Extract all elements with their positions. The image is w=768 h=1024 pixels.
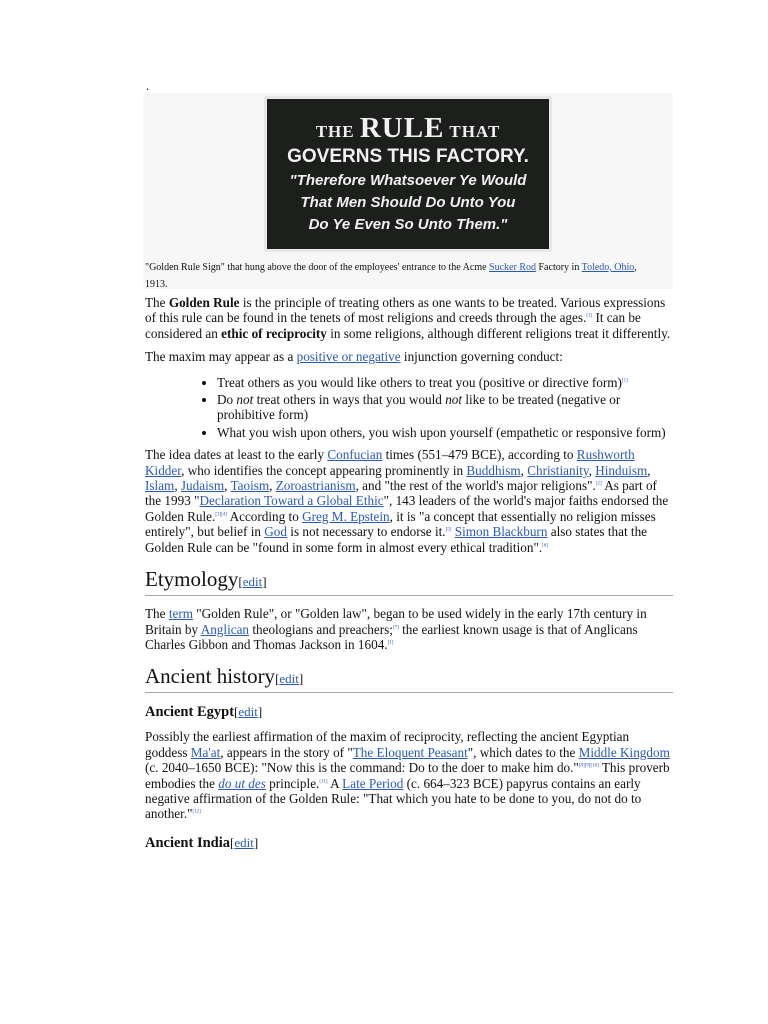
link-late-period[interactable]: Late Period xyxy=(342,775,404,791)
link-confucian[interactable]: Confucian xyxy=(327,447,383,463)
reference-link[interactable]: [1] xyxy=(387,640,394,646)
edit-link-ancient-india[interactable]: edit xyxy=(234,834,254,850)
heading-etymology: Etymology[edit] xyxy=(145,567,673,596)
sign-text-line3: "Therefore Whatsoever Ye Would xyxy=(289,172,527,189)
heading-ancient-history: Ancient history[edit] xyxy=(145,664,673,693)
link-term[interactable]: term xyxy=(168,606,193,622)
edit-link-etymology[interactable]: edit xyxy=(242,574,263,590)
article-body xyxy=(145,295,673,860)
reference-link[interactable]: [7] xyxy=(392,625,399,631)
link-declaration-global-ethic[interactable]: Declaration Toward a Global Ethic xyxy=(199,493,384,509)
reference-link[interactable]: [5] xyxy=(445,527,452,533)
sign-text-rule: RULE xyxy=(359,112,445,144)
link-toledo-ohio[interactable]: Toledo, Ohio xyxy=(581,262,635,273)
intro-paragraph-1: The Golden Rule is the principle of treating others as one wants to be treated. Various expressions of this rule can be found in the tenets of most religions and creeds through the ages.[1] It can be considered an ethic of reciprocity in some religions, although different religions treat it differently. xyxy=(145,295,671,341)
reference-link[interactable]: [2] xyxy=(595,481,602,487)
link-rushworth-kidder[interactable]: Rushworth Kidder xyxy=(145,447,635,478)
reference-link[interactable]: [1] xyxy=(586,314,593,320)
link-taoism[interactable]: Taoism xyxy=(230,478,270,494)
link-maat[interactable]: Ma'at xyxy=(190,744,221,760)
etymology-paragraph: The term "Golden Rule", or "Golden law", began to be used widely in the early 17th century in Britain by Anglican theologians and preachers;[7] the earliest known usage is that of Anglicans Charles Gibbon and Thomas Jackson in 1604.[1] xyxy=(145,606,647,652)
reference-link[interactable]: [1] xyxy=(621,378,628,384)
sign-text-governs: GOVERNS THIS FACTORY. xyxy=(287,146,529,167)
figure-golden-rule-sign xyxy=(143,93,673,289)
edit-link-ancient-egypt[interactable]: edit xyxy=(238,704,258,720)
reference-link[interactable]: [11] xyxy=(319,779,328,785)
sign-text-line4: That Men Should Do Unto You xyxy=(300,194,516,211)
sign-text-line5: Do Ye Even So Unto Them." xyxy=(308,216,508,233)
egypt-paragraph: Possibly the earliest affirmation of the maxim of reciprocity, reflecting the ancient Egyptian goddess Ma'at, appears in the story of "The Eloquent Peasant", which dates to the Middle Kingdom (c. 2040–1650 BCE): "Now this is the command: Do to the doer to make him do."[8][9][10] This proverb embodies the do ut des principle.[11] A Late Period (c. 664–323 BCE) papyrus contains an early negative affirmation of the Golden Rule: "That which you hate to be done to you, do not do to another."[12] xyxy=(145,729,670,822)
link-sucker-rod[interactable]: Sucker Rod xyxy=(489,262,536,273)
link-god[interactable]: God xyxy=(264,524,287,540)
reference-link[interactable]: [8][9][10] xyxy=(578,763,599,769)
edit-link-ancient-history[interactable]: edit xyxy=(279,671,299,687)
link-positive-or-negative[interactable]: positive or negative xyxy=(296,349,401,365)
link-buddhism[interactable]: Buddhism xyxy=(466,462,521,478)
reference-link[interactable]: [6] xyxy=(542,543,548,549)
maxim-forms-list xyxy=(145,375,673,441)
link-greg-epstein[interactable]: Greg M. Epstein xyxy=(302,508,390,524)
link-anglican[interactable]: Anglican xyxy=(200,621,250,637)
sign-text-the: THE xyxy=(315,122,355,141)
link-hinduism[interactable]: Hinduism xyxy=(595,462,648,478)
link-simon-blackburn[interactable]: Simon Blackburn xyxy=(454,524,548,540)
intro-paragraph-3: The idea dates at least to the early Confucian times (551–479 BCE), according to Rushworth Kidder, who identifies the concept appearing prominently in Buddhism, Christianity, Hinduism, Islam, Judaism, Taoism, Zoroastrianism, and "the rest of the world's major religions".[2] As part of the 1993 "Declaration Toward a Global Ethic", 143 leaders of the world's major faiths endorsed the Golden Rule.[3][4] According to Greg M. Epstein, it is "a concept that essentially no religion misses entirely", but belief in God is not necessary to endorse it.[5] Simon Blackburn also states that the Golden Rule can be "found in some form in almost every ethical tradition".[6] xyxy=(145,447,669,555)
link-judaism[interactable]: Judaism xyxy=(180,478,225,494)
figure-caption: "Golden Rule Sign" that hung above the door of the employees' entrance to the Acme Sucker Rod Factory in Toledo, Ohio, 1913. xyxy=(145,262,637,290)
heading-ancient-egypt: Ancient Egypt[edit] xyxy=(145,704,263,721)
intro-paragraph-2: The maxim may appear as a positive or negative injunction governing conduct: xyxy=(145,349,563,365)
reference-link[interactable]: [3][4] xyxy=(215,512,227,518)
link-do-ut-des[interactable]: do ut des xyxy=(218,775,266,791)
link-christianity[interactable]: Christianity xyxy=(527,462,589,478)
link-eloquent-peasant[interactable]: The Eloquent Peasant xyxy=(352,744,468,760)
list-item: • Treat others as you would like others to treat you (positive or directive form)[1] xyxy=(217,375,673,390)
link-zoroastrianism[interactable]: Zoroastrianism xyxy=(275,478,356,494)
reference-link[interactable]: [12] xyxy=(192,809,201,815)
heading-ancient-india: Ancient India[edit] xyxy=(145,834,259,851)
factory-sign-image xyxy=(264,96,552,252)
list-item: • Do not treat others in ways that you would not like to be treated (negative or prohibitive form) xyxy=(217,392,673,423)
link-islam[interactable]: Islam xyxy=(145,478,175,494)
stray-dot: . xyxy=(146,78,150,93)
sign-text-that: THAT xyxy=(449,122,501,141)
link-middle-kingdom[interactable]: Middle Kingdom xyxy=(578,744,670,760)
list-item: • What you wish upon others, you wish upon yourself (empathetic or responsive form) xyxy=(217,425,673,440)
